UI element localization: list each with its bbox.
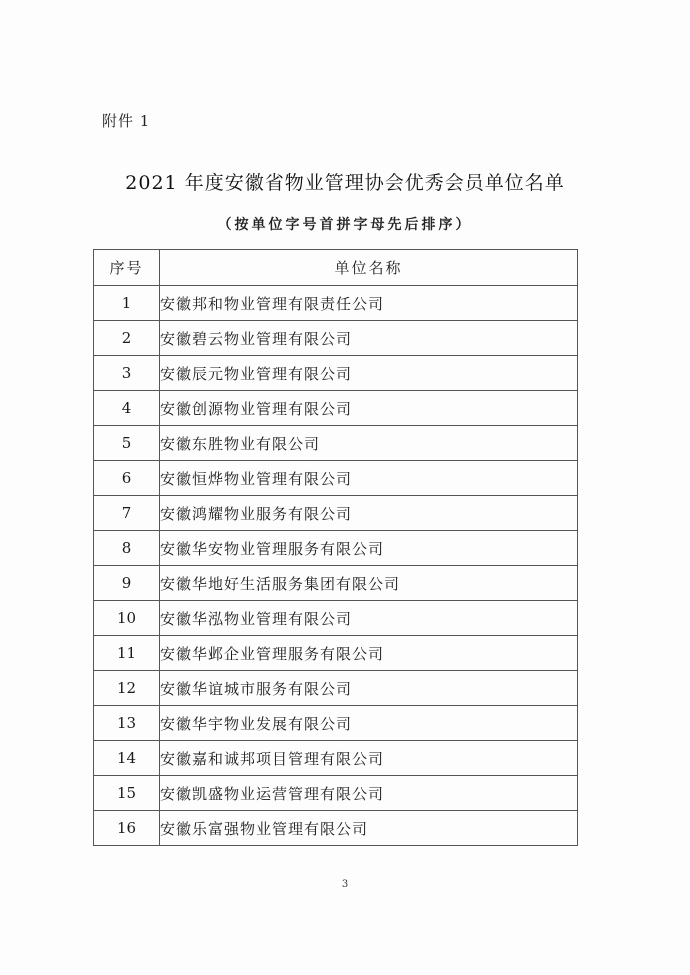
row-company-name: 安徽东胜物业有限公司	[160, 426, 578, 461]
row-company-name: 安徽华谊城市服务有限公司	[160, 671, 578, 706]
row-company-name: 安徽恒烨物业管理有限公司	[160, 461, 578, 496]
table-row	[94, 636, 578, 671]
row-number: 11	[94, 636, 160, 671]
row-number: 12	[94, 671, 160, 706]
row-number: 3	[94, 356, 160, 391]
row-company-name: 安徽创源物业管理有限公司	[160, 391, 578, 426]
table-row	[94, 426, 578, 461]
table-row	[94, 601, 578, 636]
table-row	[94, 461, 578, 496]
table-row	[94, 741, 578, 776]
row-number: 2	[94, 321, 160, 356]
row-number: 13	[94, 706, 160, 741]
table-row	[94, 776, 578, 811]
table-header-row	[94, 250, 578, 286]
row-number: 5	[94, 426, 160, 461]
row-company-name: 安徽辰元物业管理有限公司	[160, 356, 578, 391]
row-number: 15	[94, 776, 160, 811]
page-number: 3	[341, 879, 349, 890]
header-name: 单位名称	[160, 250, 578, 286]
row-number: 9	[94, 566, 160, 601]
row-number: 1	[94, 286, 160, 321]
table-row	[94, 391, 578, 426]
row-company-name: 安徽鸿耀物业服务有限公司	[160, 496, 578, 531]
table-row	[94, 531, 578, 566]
row-company-name: 安徽碧云物业管理有限公司	[160, 321, 578, 356]
row-number: 10	[94, 601, 160, 636]
row-company-name: 安徽华安物业管理服务有限公司	[160, 531, 578, 566]
table-row	[94, 811, 578, 846]
row-number: 6	[94, 461, 160, 496]
table-row	[94, 706, 578, 741]
row-company-name: 安徽华邺企业管理服务有限公司	[160, 636, 578, 671]
table-row	[94, 566, 578, 601]
row-company-name: 安徽华泓物业管理有限公司	[160, 601, 578, 636]
attachment-label: 附件 1	[102, 112, 151, 130]
row-company-name: 安徽凯盛物业运营管理有限公司	[160, 776, 578, 811]
row-company-name: 安徽华宇物业发展有限公司	[160, 706, 578, 741]
row-number: 14	[94, 741, 160, 776]
table-row	[94, 671, 578, 706]
sort-note: （按单位字号首拼字母先后排序）	[217, 217, 473, 233]
row-company-name: 安徽邦和物业管理有限责任公司	[160, 286, 578, 321]
table-row	[94, 321, 578, 356]
header-number: 序号	[94, 250, 160, 286]
table-row	[94, 356, 578, 391]
row-company-name: 安徽乐富强物业管理有限公司	[160, 811, 578, 846]
table-row	[94, 496, 578, 531]
row-company-name: 安徽嘉和诚邦项目管理有限公司	[160, 741, 578, 776]
member-table	[93, 249, 578, 846]
page-title: 2021 年度安徽省物业管理协会优秀会员单位名单	[125, 172, 565, 194]
table-row	[94, 286, 578, 321]
row-number: 4	[94, 391, 160, 426]
row-number: 7	[94, 496, 160, 531]
row-number: 16	[94, 811, 160, 846]
row-number: 8	[94, 531, 160, 566]
row-company-name: 安徽华地好生活服务集团有限公司	[160, 566, 578, 601]
